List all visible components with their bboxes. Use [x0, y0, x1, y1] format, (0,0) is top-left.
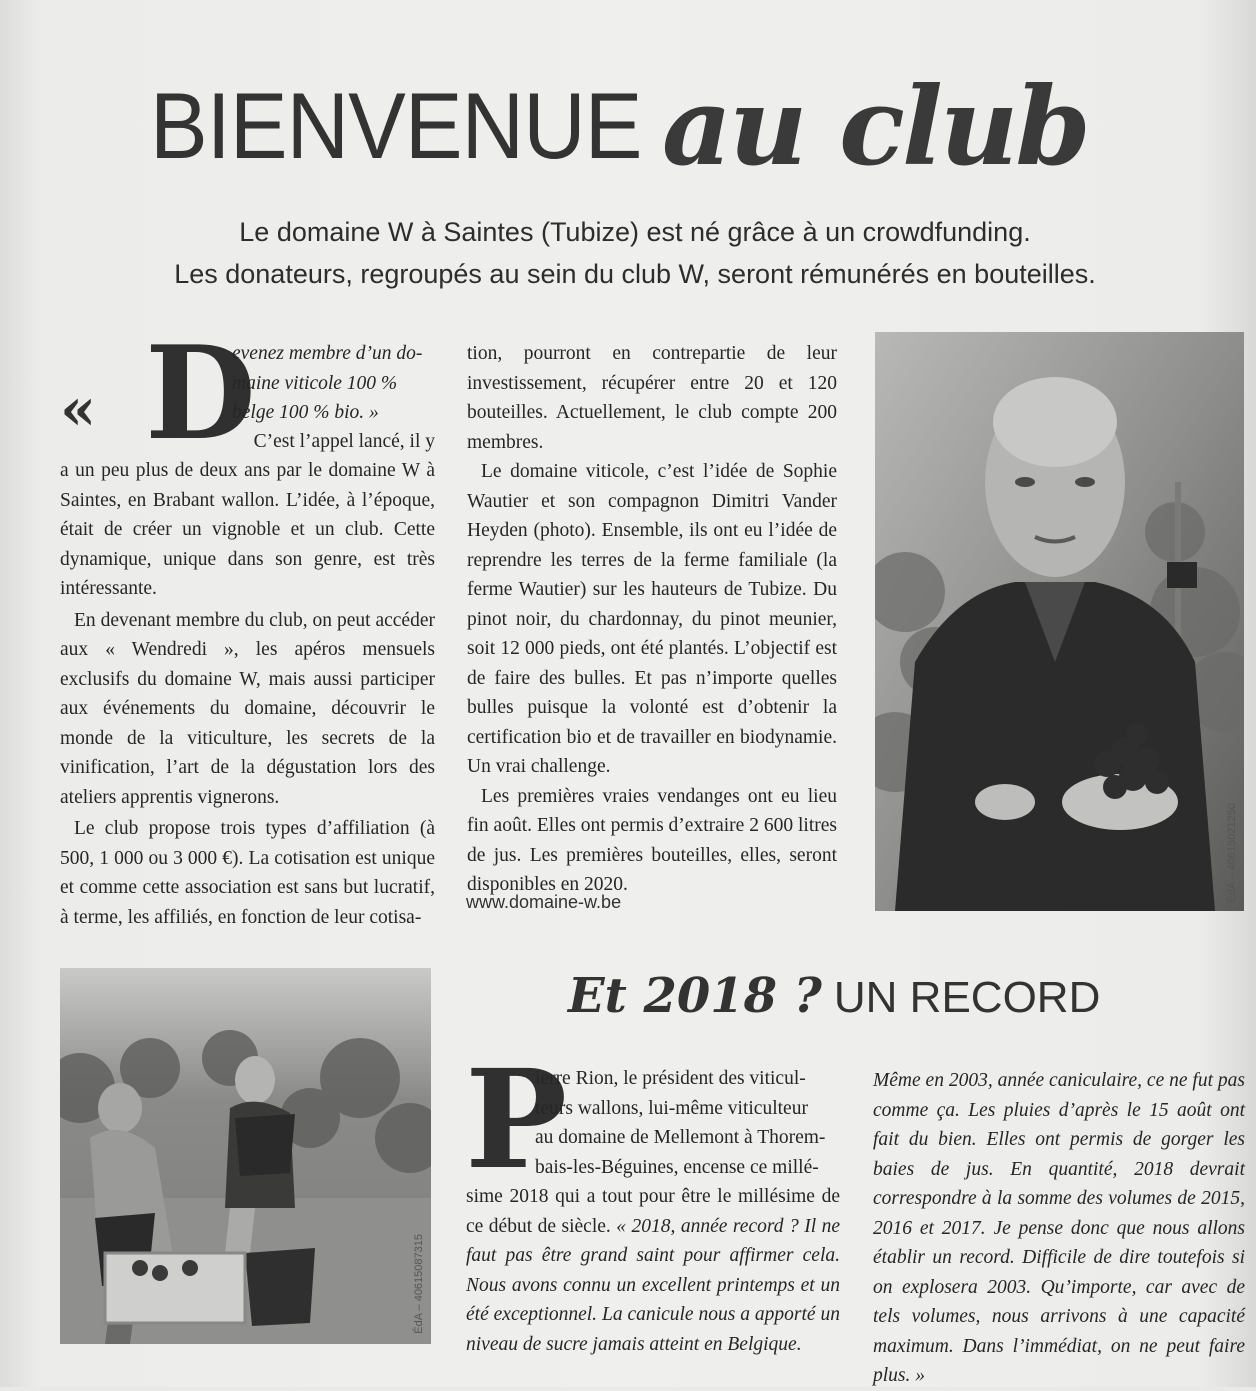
winemaker-illustration: [875, 332, 1244, 911]
paragraph: a un peu plus de deux ans par le domaine W à Saintes, en Brabant wallon. L’idée, à l’époque, était de créer un vignoble et un club. Cette dynamique, unique dans son genre, est très intéressante.: [60, 460, 435, 599]
paragraph: tion, pourront en contrepartie de leur investissement, récupérer entre 20 et 120 bouteilles. Actuellement, le club compte 200 membres.: [467, 343, 837, 453]
article1-column-1: [60, 456, 435, 932]
quote: « 2018, année record ? Il ne faut pas être grand saint pour affirmer cela. Nous avons connu un excellent printemps et un été exceptionnel. La canicule nous a apporté un niveau de sucre jamais atteint en Belgique.: [466, 1215, 841, 1355]
article1-lead-line-4: C’est l’appel lancé, il y: [253, 431, 435, 452]
website-link[interactable]: www.domaine-w.be: [466, 892, 622, 912]
photo-harvest: [60, 968, 431, 1344]
photo-credit: ÉdA – 40615021250: [1226, 803, 1238, 903]
article2-lead: [535, 1064, 840, 1182]
article1-column-2: [467, 339, 837, 900]
section-heading: [568, 968, 1100, 1024]
opening-quote-mark: «: [60, 375, 97, 443]
article2-column-1: [466, 1182, 840, 1359]
lead-line: evenez membre d’un do-: [232, 343, 423, 364]
photo-winemaker: [875, 332, 1244, 911]
subhead-line-2: Les donateurs, regroupés au sein du club W, seront rémunérés en bouteilles.: [174, 259, 1096, 289]
lead-line: bais-les-Béguines, encense ce millé-: [535, 1156, 819, 1178]
headline-thin: BIENVENUE: [150, 73, 642, 178]
article1-lead-quote: [232, 339, 435, 428]
photo-credit: ÉdA – 40615087315: [413, 1234, 425, 1334]
lead-line: ierre Rion, le président des viticul-: [535, 1068, 806, 1089]
dropcap-d: D: [145, 319, 256, 469]
paragraph: sime 2018 qui a tout pour être le millésime de ce début de siècle.: [466, 1186, 840, 1237]
harvest-illustration: [60, 968, 431, 1344]
subhead-line-1: Le domaine W à Saintes (Tubize) est né grâce à un crowdfunding.: [239, 217, 1031, 247]
article2-column-2: Même en 2003, année caniculaire, ce ne fut pas comme ça. Les pluies d’après le 15 août ont fait du bien. Elles ont permis de gorger les baies de jus. En quantité, 2018 devrait correspondre à la somme des volumes de 2015, 2016 et 2017. Je pense donc que nous allons établir un record. Difficile de dire toutefois si on explosera 2003. Qu’importe, car avec de tels volumes, nous arrivons à une capacité maximum. Dans l’immédiat, on ne peut faire plus. »: [873, 1070, 1245, 1386]
page-headline: [150, 64, 1150, 190]
paragraph: Le domaine viticole, c’est l’idée de Sophie Wautier et son compagnon Dimitri Vander Heyden (photo). Ensemble, ils ont eu l’idée de reprendre les terres de la ferme familiale (la ferme Wautier) sur les hauteurs de Tubize. Du pinot noir, du chardonnay, du pinot meunier, soit 12 000 pieds, ont été plantés. L’objectif est de faire des bulles. Et pas n’importe quelles bulles puisque la volonté est d’obtenir la certification bio et de travailler en biodynamie. Un vrai challenge.: [467, 461, 837, 777]
heading-bold: Et 2018 ?: [568, 968, 822, 1024]
heading-thin: UN RECORD: [833, 973, 1101, 1022]
dropcap-p: P: [465, 1040, 568, 1200]
headline-bold: au club: [662, 64, 1088, 190]
lead-line: belge 100 % bio. »: [232, 402, 379, 423]
paragraph: Les premières vraies vendanges ont eu lieu fin août. Elles ont permis d’extraire 2 600 litres de jus. Les premières bouteilles, elles, seront disponibles en 2020.: [467, 785, 837, 895]
lead-line: maine viticole 100 %: [232, 372, 398, 394]
lead-line: au domaine de Mellemont à Thorem-: [535, 1127, 826, 1148]
paragraph: Le club propose trois types d’affiliation (à 500, 1 000 ou 3 000 €). La cotisation est unique et comme cette association est sans but lucratif, à terme, les affiliés, en fonction de leur cotisa-: [60, 818, 435, 928]
lead-line: teurs wallons, lui-même viticulteur: [535, 1097, 808, 1119]
paragraph: En devenant membre du club, on peut accéder aux « Wendredi », les apéros mensuels exclusifs du domaine W, mais aussi participer aux événements du domaine, découvrir le monde de la viticulture, les secrets de la vinification, l’art de la dégustation lors des ateliers apprentis vignerons.: [60, 609, 435, 808]
